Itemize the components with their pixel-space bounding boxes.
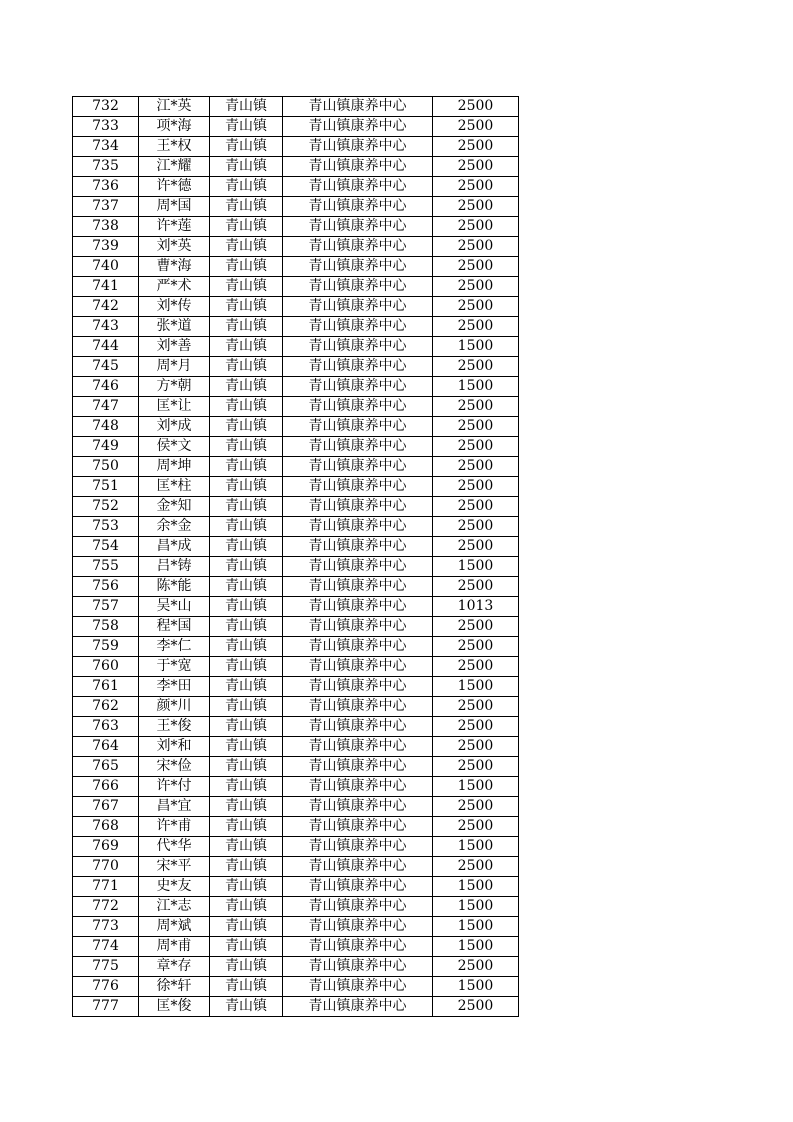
table-row <box>73 597 519 617</box>
town-cell: 青山镇 <box>210 977 283 997</box>
institution-cell: 青山镇康养中心 <box>283 777 433 797</box>
amount-cell: 2500 <box>433 497 519 517</box>
name-cell: 王*权 <box>139 137 210 157</box>
name-cell: 代*华 <box>139 837 210 857</box>
row-number-cell: 752 <box>73 497 139 517</box>
town-cell: 青山镇 <box>210 397 283 417</box>
institution-cell: 青山镇康养中心 <box>283 617 433 637</box>
town-cell: 青山镇 <box>210 297 283 317</box>
name-cell: 李*田 <box>139 677 210 697</box>
institution-cell: 青山镇康养中心 <box>283 517 433 537</box>
name-cell: 昌*成 <box>139 537 210 557</box>
institution-cell: 青山镇康养中心 <box>283 237 433 257</box>
amount-cell: 1500 <box>433 837 519 857</box>
table-row <box>73 777 519 797</box>
institution-cell: 青山镇康养中心 <box>283 397 433 417</box>
institution-cell: 青山镇康养中心 <box>283 757 433 777</box>
institution-cell: 青山镇康养中心 <box>283 737 433 757</box>
institution-cell: 青山镇康养中心 <box>283 837 433 857</box>
table-row <box>73 997 519 1017</box>
row-number-cell: 744 <box>73 337 139 357</box>
table-row <box>73 877 519 897</box>
row-number-cell: 768 <box>73 817 139 837</box>
amount-cell: 2500 <box>433 957 519 977</box>
town-cell: 青山镇 <box>210 457 283 477</box>
name-cell: 周*国 <box>139 197 210 217</box>
table-row <box>73 817 519 837</box>
table-row <box>73 217 519 237</box>
row-number-cell: 753 <box>73 517 139 537</box>
name-cell: 项*海 <box>139 117 210 137</box>
table-row <box>73 797 519 817</box>
table-body <box>73 97 519 1017</box>
row-number-cell: 754 <box>73 537 139 557</box>
town-cell: 青山镇 <box>210 537 283 557</box>
row-number-cell: 746 <box>73 377 139 397</box>
name-cell: 匡*俊 <box>139 997 210 1017</box>
institution-cell: 青山镇康养中心 <box>283 877 433 897</box>
amount-cell: 2500 <box>433 217 519 237</box>
table-row <box>73 377 519 397</box>
name-cell: 周*斌 <box>139 917 210 937</box>
amount-cell: 1500 <box>433 777 519 797</box>
institution-cell: 青山镇康养中心 <box>283 597 433 617</box>
row-number-cell: 742 <box>73 297 139 317</box>
name-cell: 徐*轩 <box>139 977 210 997</box>
town-cell: 青山镇 <box>210 517 283 537</box>
amount-cell: 1500 <box>433 377 519 397</box>
row-number-cell: 734 <box>73 137 139 157</box>
town-cell: 青山镇 <box>210 637 283 657</box>
town-cell: 青山镇 <box>210 557 283 577</box>
name-cell: 严*术 <box>139 277 210 297</box>
amount-cell: 1500 <box>433 337 519 357</box>
town-cell: 青山镇 <box>210 237 283 257</box>
table-row <box>73 517 519 537</box>
town-cell: 青山镇 <box>210 897 283 917</box>
institution-cell: 青山镇康养中心 <box>283 917 433 937</box>
table-row <box>73 617 519 637</box>
table-row <box>73 637 519 657</box>
institution-cell: 青山镇康养中心 <box>283 277 433 297</box>
institution-cell: 青山镇康养中心 <box>283 437 433 457</box>
town-cell: 青山镇 <box>210 157 283 177</box>
row-number-cell: 776 <box>73 977 139 997</box>
row-number-cell: 739 <box>73 237 139 257</box>
town-cell: 青山镇 <box>210 377 283 397</box>
town-cell: 青山镇 <box>210 177 283 197</box>
amount-cell: 2500 <box>433 757 519 777</box>
row-number-cell: 743 <box>73 317 139 337</box>
institution-cell: 青山镇康养中心 <box>283 817 433 837</box>
row-number-cell: 757 <box>73 597 139 617</box>
amount-cell: 2500 <box>433 357 519 377</box>
amount-cell: 1500 <box>433 917 519 937</box>
amount-cell: 2500 <box>433 657 519 677</box>
name-cell: 史*友 <box>139 877 210 897</box>
town-cell: 青山镇 <box>210 857 283 877</box>
amount-cell: 1500 <box>433 557 519 577</box>
row-number-cell: 762 <box>73 697 139 717</box>
amount-cell: 1013 <box>433 597 519 617</box>
institution-cell: 青山镇康养中心 <box>283 697 433 717</box>
amount-cell: 2500 <box>433 137 519 157</box>
institution-cell: 青山镇康养中心 <box>283 477 433 497</box>
name-cell: 于*宽 <box>139 657 210 677</box>
name-cell: 许*甫 <box>139 817 210 837</box>
row-number-cell: 767 <box>73 797 139 817</box>
name-cell: 王*俊 <box>139 717 210 737</box>
name-cell: 刘*英 <box>139 237 210 257</box>
row-number-cell: 732 <box>73 97 139 117</box>
row-number-cell: 750 <box>73 457 139 477</box>
name-cell: 许*莲 <box>139 217 210 237</box>
amount-cell: 2500 <box>433 637 519 657</box>
institution-cell: 青山镇康养中心 <box>283 997 433 1017</box>
row-number-cell: 736 <box>73 177 139 197</box>
table-row <box>73 137 519 157</box>
name-cell: 曹*海 <box>139 257 210 277</box>
table-row <box>73 197 519 217</box>
name-cell: 周*月 <box>139 357 210 377</box>
institution-cell: 青山镇康养中心 <box>283 657 433 677</box>
amount-cell: 2500 <box>433 297 519 317</box>
name-cell: 侯*文 <box>139 437 210 457</box>
town-cell: 青山镇 <box>210 437 283 457</box>
town-cell: 青山镇 <box>210 817 283 837</box>
town-cell: 青山镇 <box>210 97 283 117</box>
table-row <box>73 437 519 457</box>
institution-cell: 青山镇康养中心 <box>283 497 433 517</box>
row-number-cell: 738 <box>73 217 139 237</box>
town-cell: 青山镇 <box>210 917 283 937</box>
row-number-cell: 766 <box>73 777 139 797</box>
name-cell: 周*坤 <box>139 457 210 477</box>
name-cell: 刘*成 <box>139 417 210 437</box>
table-row <box>73 177 519 197</box>
amount-cell: 2500 <box>433 517 519 537</box>
table-row <box>73 297 519 317</box>
table-row <box>73 737 519 757</box>
row-number-cell: 745 <box>73 357 139 377</box>
name-cell: 章*存 <box>139 957 210 977</box>
institution-cell: 青山镇康养中心 <box>283 717 433 737</box>
table-row <box>73 917 519 937</box>
row-number-cell: 775 <box>73 957 139 977</box>
amount-cell: 2500 <box>433 277 519 297</box>
table-row <box>73 357 519 377</box>
name-cell: 江*志 <box>139 897 210 917</box>
row-number-cell: 774 <box>73 937 139 957</box>
table-row <box>73 957 519 977</box>
amount-cell: 1500 <box>433 877 519 897</box>
amount-cell: 2500 <box>433 457 519 477</box>
row-number-cell: 769 <box>73 837 139 857</box>
name-cell: 江*英 <box>139 97 210 117</box>
amount-cell: 2500 <box>433 577 519 597</box>
amount-cell: 2500 <box>433 697 519 717</box>
institution-cell: 青山镇康养中心 <box>283 977 433 997</box>
institution-cell: 青山镇康养中心 <box>283 557 433 577</box>
table-row <box>73 257 519 277</box>
name-cell: 刘*传 <box>139 297 210 317</box>
row-number-cell: 772 <box>73 897 139 917</box>
row-number-cell: 741 <box>73 277 139 297</box>
town-cell: 青山镇 <box>210 257 283 277</box>
town-cell: 青山镇 <box>210 777 283 797</box>
town-cell: 青山镇 <box>210 317 283 337</box>
table-row <box>73 237 519 257</box>
row-number-cell: 777 <box>73 997 139 1017</box>
institution-cell: 青山镇康养中心 <box>283 377 433 397</box>
name-cell: 江*耀 <box>139 157 210 177</box>
amount-cell: 2500 <box>433 797 519 817</box>
institution-cell: 青山镇康养中心 <box>283 577 433 597</box>
institution-cell: 青山镇康养中心 <box>283 857 433 877</box>
row-number-cell: 756 <box>73 577 139 597</box>
amount-cell: 2500 <box>433 97 519 117</box>
institution-cell: 青山镇康养中心 <box>283 177 433 197</box>
row-number-cell: 749 <box>73 437 139 457</box>
table-row <box>73 117 519 137</box>
table-row <box>73 717 519 737</box>
row-number-cell: 773 <box>73 917 139 937</box>
name-cell: 宋*平 <box>139 857 210 877</box>
institution-cell: 青山镇康养中心 <box>283 937 433 957</box>
institution-cell: 青山镇康养中心 <box>283 417 433 437</box>
town-cell: 青山镇 <box>210 697 283 717</box>
institution-cell: 青山镇康养中心 <box>283 137 433 157</box>
row-number-cell: 771 <box>73 877 139 897</box>
name-cell: 宋*俭 <box>139 757 210 777</box>
amount-cell: 2500 <box>433 197 519 217</box>
amount-cell: 2500 <box>433 737 519 757</box>
amount-cell: 2500 <box>433 117 519 137</box>
institution-cell: 青山镇康养中心 <box>283 457 433 477</box>
name-cell: 吴*山 <box>139 597 210 617</box>
row-number-cell: 758 <box>73 617 139 637</box>
town-cell: 青山镇 <box>210 357 283 377</box>
institution-cell: 青山镇康养中心 <box>283 257 433 277</box>
name-cell: 刘*善 <box>139 337 210 357</box>
amount-cell: 2500 <box>433 477 519 497</box>
table-row <box>73 677 519 697</box>
town-cell: 青山镇 <box>210 937 283 957</box>
name-cell: 昌*宜 <box>139 797 210 817</box>
town-cell: 青山镇 <box>210 217 283 237</box>
amount-cell: 2500 <box>433 157 519 177</box>
town-cell: 青山镇 <box>210 717 283 737</box>
name-cell: 张*道 <box>139 317 210 337</box>
amount-cell: 2500 <box>433 997 519 1017</box>
table-row <box>73 457 519 477</box>
name-cell: 颜*川 <box>139 697 210 717</box>
town-cell: 青山镇 <box>210 877 283 897</box>
institution-cell: 青山镇康养中心 <box>283 957 433 977</box>
row-number-cell: 747 <box>73 397 139 417</box>
town-cell: 青山镇 <box>210 617 283 637</box>
table-row <box>73 657 519 677</box>
row-number-cell: 740 <box>73 257 139 277</box>
table-row <box>73 337 519 357</box>
institution-cell: 青山镇康养中心 <box>283 297 433 317</box>
amount-cell: 2500 <box>433 717 519 737</box>
table-row <box>73 757 519 777</box>
name-cell: 方*朝 <box>139 377 210 397</box>
table-row <box>73 537 519 557</box>
table-row <box>73 477 519 497</box>
institution-cell: 青山镇康养中心 <box>283 317 433 337</box>
institution-cell: 青山镇康养中心 <box>283 637 433 657</box>
table-row <box>73 837 519 857</box>
town-cell: 青山镇 <box>210 337 283 357</box>
row-number-cell: 759 <box>73 637 139 657</box>
amount-cell: 2500 <box>433 397 519 417</box>
row-number-cell: 761 <box>73 677 139 697</box>
amount-cell: 2500 <box>433 257 519 277</box>
table-row <box>73 397 519 417</box>
table-row <box>73 857 519 877</box>
town-cell: 青山镇 <box>210 197 283 217</box>
town-cell: 青山镇 <box>210 737 283 757</box>
institution-cell: 青山镇康养中心 <box>283 537 433 557</box>
name-cell: 周*甫 <box>139 937 210 957</box>
town-cell: 青山镇 <box>210 117 283 137</box>
town-cell: 青山镇 <box>210 757 283 777</box>
row-number-cell: 770 <box>73 857 139 877</box>
town-cell: 青山镇 <box>210 137 283 157</box>
table-row <box>73 97 519 117</box>
table-row <box>73 697 519 717</box>
amount-cell: 2500 <box>433 317 519 337</box>
row-number-cell: 748 <box>73 417 139 437</box>
amount-cell: 2500 <box>433 177 519 197</box>
data-table <box>72 96 519 1017</box>
town-cell: 青山镇 <box>210 677 283 697</box>
town-cell: 青山镇 <box>210 957 283 977</box>
amount-cell: 1500 <box>433 897 519 917</box>
name-cell: 陈*能 <box>139 577 210 597</box>
table-row <box>73 557 519 577</box>
table-row <box>73 897 519 917</box>
amount-cell: 2500 <box>433 237 519 257</box>
amount-cell: 1500 <box>433 977 519 997</box>
amount-cell: 1500 <box>433 937 519 957</box>
amount-cell: 2500 <box>433 417 519 437</box>
name-cell: 李*仁 <box>139 637 210 657</box>
row-number-cell: 737 <box>73 197 139 217</box>
name-cell: 吕*铸 <box>139 557 210 577</box>
institution-cell: 青山镇康养中心 <box>283 97 433 117</box>
amount-cell: 1500 <box>433 677 519 697</box>
row-number-cell: 735 <box>73 157 139 177</box>
institution-cell: 青山镇康养中心 <box>283 677 433 697</box>
name-cell: 匡*柱 <box>139 477 210 497</box>
town-cell: 青山镇 <box>210 497 283 517</box>
amount-cell: 2500 <box>433 437 519 457</box>
institution-cell: 青山镇康养中心 <box>283 217 433 237</box>
institution-cell: 青山镇康养中心 <box>283 157 433 177</box>
town-cell: 青山镇 <box>210 657 283 677</box>
name-cell: 许*付 <box>139 777 210 797</box>
institution-cell: 青山镇康养中心 <box>283 337 433 357</box>
name-cell: 程*国 <box>139 617 210 637</box>
town-cell: 青山镇 <box>210 997 283 1017</box>
row-number-cell: 733 <box>73 117 139 137</box>
name-cell: 余*金 <box>139 517 210 537</box>
name-cell: 刘*和 <box>139 737 210 757</box>
amount-cell: 2500 <box>433 537 519 557</box>
amount-cell: 2500 <box>433 817 519 837</box>
town-cell: 青山镇 <box>210 597 283 617</box>
table-row <box>73 937 519 957</box>
town-cell: 青山镇 <box>210 837 283 857</box>
amount-cell: 2500 <box>433 857 519 877</box>
table-row <box>73 497 519 517</box>
row-number-cell: 751 <box>73 477 139 497</box>
row-number-cell: 755 <box>73 557 139 577</box>
table-row <box>73 317 519 337</box>
institution-cell: 青山镇康养中心 <box>283 357 433 377</box>
table-row <box>73 277 519 297</box>
town-cell: 青山镇 <box>210 797 283 817</box>
name-cell: 金*知 <box>139 497 210 517</box>
town-cell: 青山镇 <box>210 277 283 297</box>
row-number-cell: 763 <box>73 717 139 737</box>
amount-cell: 2500 <box>433 617 519 637</box>
row-number-cell: 760 <box>73 657 139 677</box>
town-cell: 青山镇 <box>210 577 283 597</box>
institution-cell: 青山镇康养中心 <box>283 197 433 217</box>
row-number-cell: 764 <box>73 737 139 757</box>
town-cell: 青山镇 <box>210 417 283 437</box>
town-cell: 青山镇 <box>210 477 283 497</box>
table-row <box>73 977 519 997</box>
row-number-cell: 765 <box>73 757 139 777</box>
table-row <box>73 577 519 597</box>
name-cell: 许*德 <box>139 177 210 197</box>
table-row <box>73 417 519 437</box>
name-cell: 匡*让 <box>139 397 210 417</box>
institution-cell: 青山镇康养中心 <box>283 897 433 917</box>
institution-cell: 青山镇康养中心 <box>283 117 433 137</box>
institution-cell: 青山镇康养中心 <box>283 797 433 817</box>
table-row <box>73 157 519 177</box>
